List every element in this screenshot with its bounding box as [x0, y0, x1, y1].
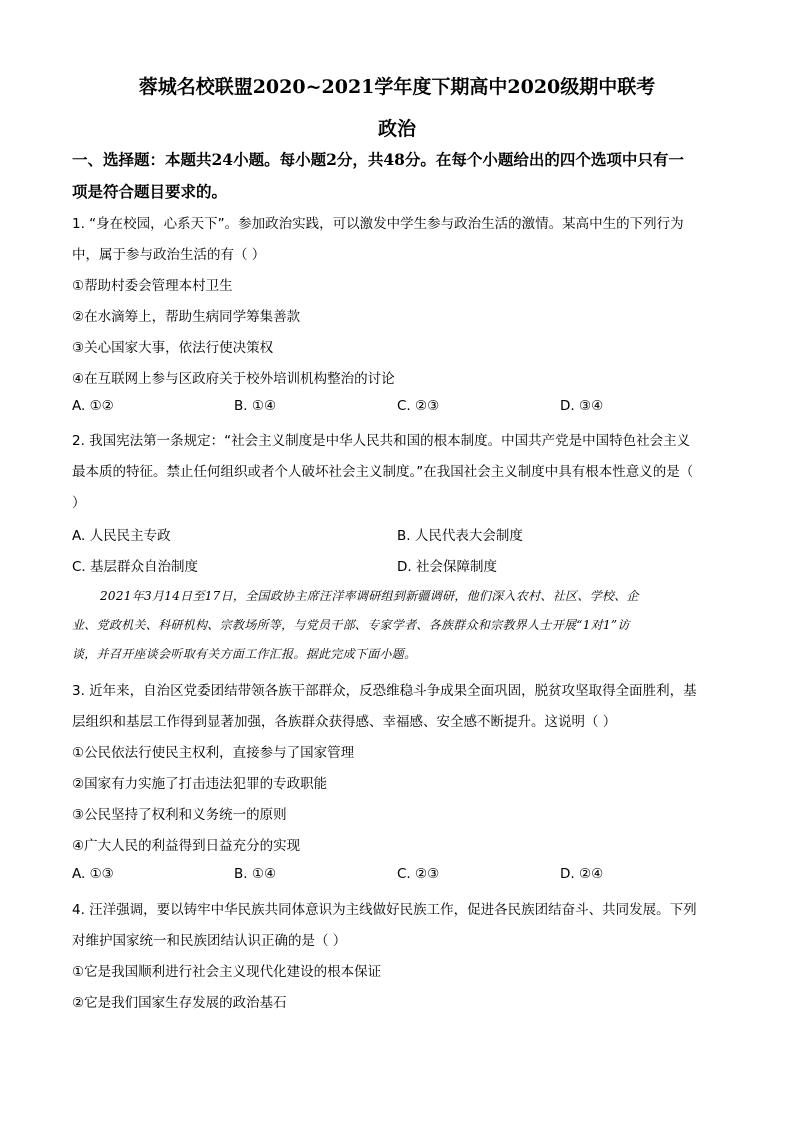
q4-statement-2: ②它是我们国家生存发展的政治基石: [72, 995, 287, 1011]
q2-stem-line-2: 最本质的特征。禁止任何组织或者个人破坏社会主义制度。”在我国社会主义制度中具有根本性意义的是（: [72, 464, 694, 480]
q1-stem-line-1: 1. “身在校园，心系天下”。参加政治实践，可以激发中学生参与政治生活的激情。某高中生的下列行为: [72, 216, 684, 232]
q3-option-a: A. ①③: [72, 866, 114, 882]
q3-option-b: B. ①④: [234, 866, 277, 882]
reading-passage: [72, 582, 724, 669]
q3-option-c: C. ②③: [397, 866, 440, 882]
section-heading: [72, 144, 732, 208]
q1-option-b: B. ①④: [234, 398, 277, 414]
q1-option-d: D. ③④: [560, 398, 604, 414]
q1-stem-line-2: 中，属于参与政治生活的有（ ）: [72, 247, 266, 263]
q4-stem-line-2: 对维护国家统一和民族团结认识正确的是（ ）: [72, 933, 347, 949]
q2-option-b: B. 人民代表大会制度: [397, 528, 523, 544]
section-heading-line-2: 项是符合题目要求的。: [72, 182, 228, 201]
q1-option-c: C. ②③: [397, 398, 440, 414]
q1-statement-3: ③关心国家大事，依法行使决策权: [72, 340, 274, 356]
subject-title: 政治: [377, 118, 416, 140]
q2-option-d: D. 社会保障制度: [397, 559, 497, 575]
passage-line-3: 谈，并召开座谈会听取有关方面工作汇报。据此完成下面小题。: [72, 647, 417, 661]
q3-statement-3: ③公民坚持了权利和义务统一的原则: [72, 807, 287, 823]
q3-statement-2: ②国家有力实施了打击违法犯罪的专政职能: [72, 776, 328, 792]
q3-statement-4: ④广大人民的利益得到日益充分的实现: [72, 838, 301, 854]
section-heading-line-1: 一、选择题：本题共24小题。每小题2分，共48分。在每个小题给出的四个选项中只有一: [72, 150, 684, 169]
q3-stem-line-1: 3. 近年来，自治区党委团结带领各族干部群众，反恐维稳斗争成果全面巩固，脱贫攻坚取得全面胜利，基: [72, 683, 697, 699]
q3-stem-line-2: 层组织和基层工作得到显著加强，各族群众获得感、幸福感、安全感不断提升。这说明（ ）: [72, 714, 617, 730]
q2-option-a: A. 人民民主专政: [72, 528, 171, 544]
passage-line-1: 2021年3月14日至17日，全国政协主席汪洋率调研组到新疆调研，他们深入农村、社区、学校、企: [100, 589, 639, 603]
q3-statement-1: ①公民依法行使民主权利，直接参与了国家管理: [72, 745, 355, 761]
q2-stem-line-3: ）: [72, 495, 86, 511]
q1-statement-4: ④在互联网上参与区政府关于校外培训机构整治的讨论: [72, 371, 395, 387]
q4-stem-line-1: 4. 汪洋强调，要以铸牢中华民族共同体意识为主线做好民族工作，促进各民族团结奋斗、共同发展。下列: [72, 902, 697, 918]
q2-option-c: C. 基层群众自治制度: [72, 559, 199, 575]
q1-option-a: A. ①②: [72, 398, 114, 414]
exam-title: 蓉城名校联盟2020~2021学年度下期高中2020级期中联考: [138, 76, 656, 98]
q1-statement-1: ①帮助村委会管理本村卫生: [72, 278, 233, 294]
q4-statement-1: ①它是我国顺利进行社会主义现代化建设的根本保证: [72, 964, 382, 980]
passage-line-2: 业、党政机关、科研机构、宗教场所等，与党员干部、专家学者、各族群众和宗教界人士开展“1对1”访: [72, 618, 630, 632]
q3-option-d: D. ②④: [560, 866, 604, 882]
q2-stem-line-1: 2. 我国宪法第一条规定：“社会主义制度是中华人民共和国的根本制度。中国共产党是中国特色社会主义: [72, 433, 691, 449]
q1-statement-2: ②在水滴筹上，帮助生病同学筹集善款: [72, 309, 301, 325]
